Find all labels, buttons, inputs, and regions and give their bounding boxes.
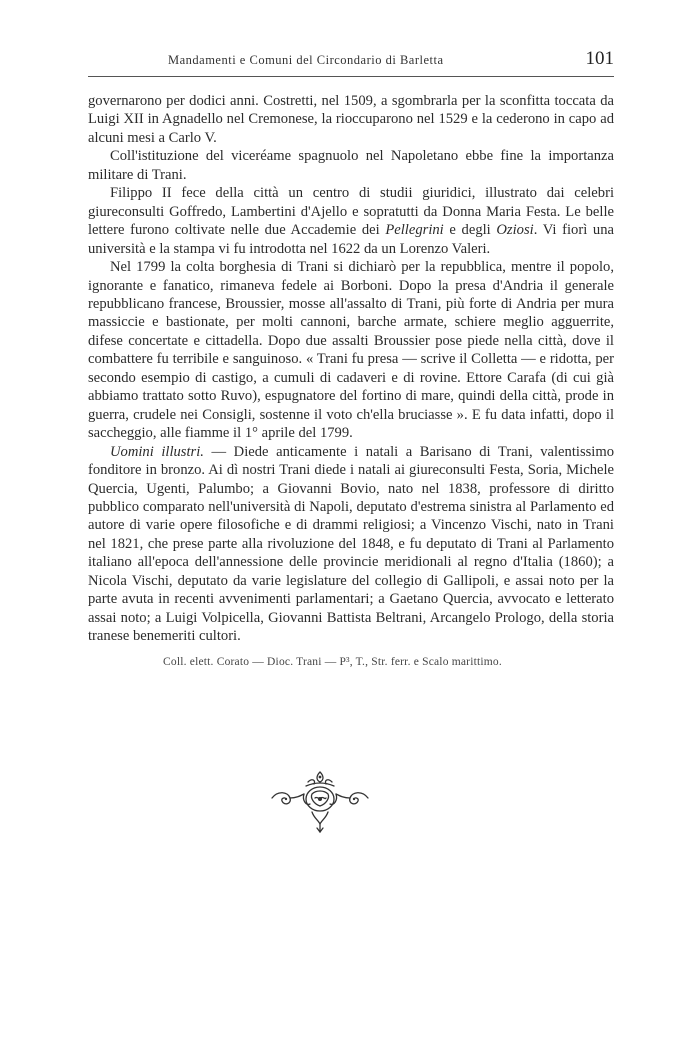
- page-header: [88, 48, 614, 72]
- body-text: [88, 92, 614, 646]
- paragraph-1: governarono per dodici anni. Costretti, nel 1509, a sgombrarla per la sconfitta toccata da Luigi XII in Agnadello nel Cremonese, la rioccuparono nel 1529 e la cederono in capo ad alcuni mesi a Carlo V.: [88, 93, 614, 146]
- paragraph-3: [88, 184, 614, 258]
- paragraph-4: Nel 1799 la colta borghesia di Trani si dichiarò per la repubblica, mentre il popolo, ignorante e fanatico, rimaneva fedele ai Borboni. Dopo la presa d'Andria il generale repubblicano francese, Broussier, mosse all'assalto di Trani, più forte di Andria per mura massiccie e bastionate, per molti cannoni, barche armate, schiere meglio agguerrite, difese concertate e cittadella. Dopo due assalti Broussier pose piede nella città, dove il combattere fu terribile e sanguinoso. « Trani fu presa — scrive il Colletta — e ridotta, per secondo esempio di castigo, a cumuli di cadaveri e di rovine. Ettore Carafa (di cui già abbiamo trattato sotto Ruvo), espugnatore del fortino di mare, quindi della città, prode in guerra, crudele nei Consigli, sostenne il voto ch'ella bruciasse ». E fu data infatti, dopo il saccheggio, alle fiamme il 1° aprile del 1799.: [88, 259, 614, 442]
- academy-name-pellegrini: Pellegrini: [385, 222, 444, 239]
- section-lead-in: Uomini illustri.: [110, 443, 204, 460]
- paragraph-5-text: — Diede anticamente i natali a Barisano di Trani, valentissimo fonditore in bronzo. Ai dì nostri Trani diede i natali ai giureconsulti Festa, Soria, Michele Quercia, Ugenti, Palumbo; a Giovanni Bovio, nato nel 1838, professore di diritto pubblico comparato nell'università di Napoli, deputato d'estrema sinistra al Parlamento ed autore di varie opere filosofiche e di drammi religiosi; a Vincenzo Vischi, nato in Trani nel 1821, che prese parte alla rivoluzione del 1848, e fu deputato di Trani al Parlamento italiano all'epoca dell'annessione delle provincie meridionali al regno d'Italia (1860); a Nicola Vischi, deputato da varie legislature del collegio di Gallipoli, e assai noto per la parte avuta in recenti avvenimenti parlamentari; a Gaetano Quercia, avvocato e letterato assai noto; a Luigi Volpicella, Giovanni Battista Beltrani, Arcangelo Prologo, della storia tranese benemeriti cultori.: [88, 443, 614, 645]
- page-number: 101: [585, 48, 614, 69]
- paragraph-2: Coll'istituzione del viceréame spagnuolo nel Napoletano ebbe fine la importanza militare di Trani.: [88, 148, 614, 183]
- paragraph-3-text-a: Filippo II fece della città un centro di studii giuridici, illustrato dai celebri giureconsulti Goffredo, Lambertini d'Ajello e sopratutti da Donna Maria Festa. Le belle lettere furono coltivate nelle due Accademie dei: [88, 185, 614, 239]
- paragraph-3-text-b: e degli: [443, 222, 497, 239]
- electoral-footnote: Coll. elett. Corato — Dioc. Trani — P³, T., Str. ferr. e Scalo marittimo.: [163, 656, 502, 668]
- ornament-icon: [268, 768, 372, 834]
- academy-name-oziosi: Oziosi: [496, 222, 534, 239]
- header-rule: [88, 76, 614, 77]
- paragraph-5: [88, 443, 614, 646]
- running-head: Mandamenti e Comuni del Circondario di Barletta: [168, 53, 444, 67]
- paragraph-3-text-c: . Vi fiorì una università e la stampa vi fu introdotta nel 1622 da un Lorenzo Valeri.: [88, 222, 614, 257]
